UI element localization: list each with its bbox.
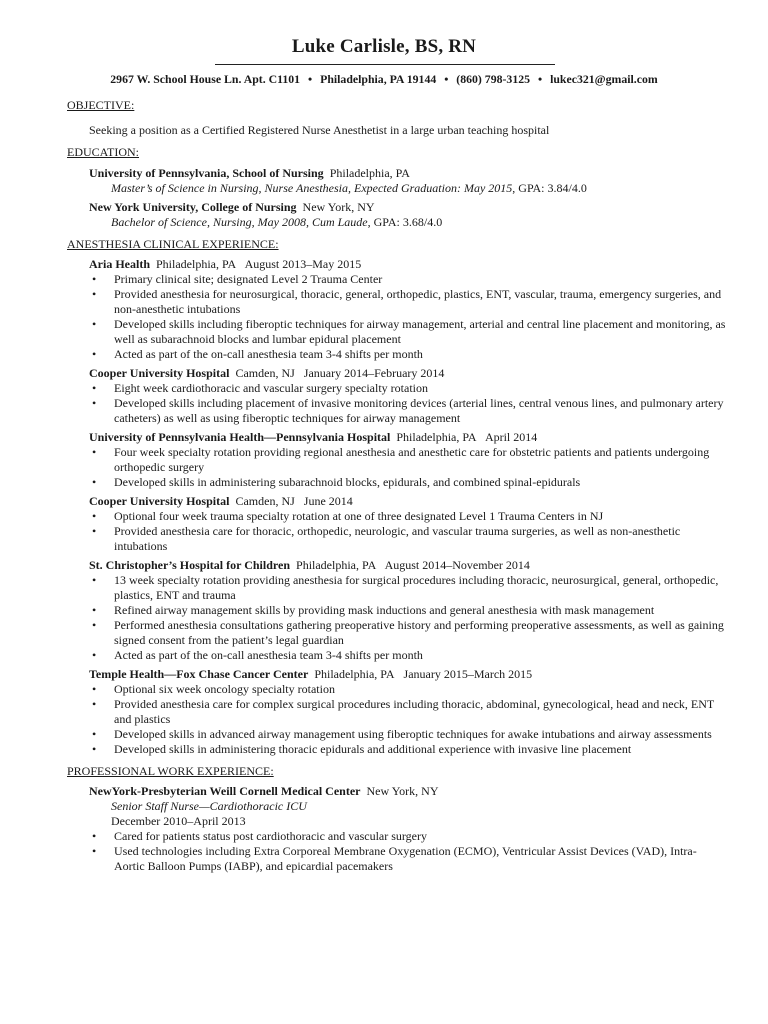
list-item: • Developed skills in administering subarachnoid blocks, epidurals, and combined spinal-epidurals: [67, 475, 727, 490]
list-item: • Optional six week oncology specialty rotation: [67, 682, 727, 697]
bullet-list: [67, 829, 727, 874]
school-location: Philadelphia, PA: [329, 166, 410, 180]
org-location: New York, NY: [366, 784, 439, 798]
list-item: • Performed anesthesia consultations gathering preoperative history and performing preoperative assessments, as well as gaining signed consent from the patient’s legal guardian: [67, 618, 727, 648]
job-title: Senior Staff Nurse—Cardiothoracic ICU: [111, 799, 307, 813]
school-name: University of Pennsylvania, School of Nursing: [89, 166, 324, 180]
education-item: [89, 200, 727, 230]
gpa: , GPA: 3.68/4.0: [367, 215, 443, 229]
org-name: Aria Health: [89, 257, 150, 271]
separator: •: [537, 72, 543, 86]
org-location: Philadelphia, PA: [296, 558, 377, 572]
org-location: Camden, NJ: [235, 366, 295, 380]
clinical-entry: [89, 558, 727, 573]
objective-text: Seeking a position as a Certified Registered Nurse Anesthetist in a large urban teaching hospital: [89, 123, 550, 137]
org-name: Cooper University Hospital: [89, 366, 230, 380]
work-entry: [89, 784, 727, 829]
city: Philadelphia, PA 19144: [320, 72, 437, 86]
list-item: • 13 week specialty rotation providing anesthesia for surgical procedures including thoracic, neurosurgical, general, orthopedic, plastics, ENT and trauma: [67, 573, 727, 603]
list-item: • Eight week cardiothoracic and vascular surgery specialty rotation: [67, 381, 727, 396]
degree: Master’s of Science in Nursing, Nurse Anesthesia, Expected Graduation: May 2015: [111, 181, 513, 195]
contact-line: [0, 72, 768, 87]
clinical-entry: [89, 494, 727, 509]
objective-heading: OBJECTIVE:: [67, 98, 135, 112]
list-item: • Developed skills in administering thoracic epidurals and additional experience with invasive line placement: [67, 742, 727, 757]
job-dates: December 2010–April 2013: [111, 814, 246, 828]
org-dates: June 2014: [303, 494, 353, 508]
org-name: University of Pennsylvania Health—Pennsylvania Hospital: [89, 430, 391, 444]
org-location: Philadelphia, PA: [396, 430, 477, 444]
resume-name: Luke Carlisle, BS, RN: [291, 36, 477, 57]
list-item: • Acted as part of the on-call anesthesia team 3-4 shifts per month: [67, 648, 727, 663]
name-divider: [215, 64, 555, 65]
list-item: • Refined airway management skills by providing mask inductions and general anesthesia with mask management: [67, 603, 727, 618]
list-item: • Provided anesthesia care for complex surgical procedures including thoracic, abdominal, gynecological, head and neck, ENT and plastics: [67, 697, 727, 727]
list-item: • Developed skills including placement of invasive monitoring devices (arterial lines, central venous lines, and pulmonary artery catheters) as well as using fiberoptic techniques for airway management: [67, 396, 727, 426]
list-item: • Developed skills in advanced airway management using fiberoptic techniques for awake intubations and airway assessments: [67, 727, 727, 742]
list-item: • Optional four week trauma specialty rotation at one of three designated Level 1 Trauma Centers in NJ: [67, 509, 727, 524]
email: lukec321@gmail.com: [550, 72, 658, 86]
org-location: Camden, NJ: [235, 494, 295, 508]
clinical-entry: [89, 366, 727, 381]
bullet-list: [67, 445, 727, 490]
org-dates: August 2014–November 2014: [384, 558, 530, 572]
degree: Bachelor of Science, Nursing, May 2008, Cum Laude: [111, 215, 368, 229]
list-item: • Primary clinical site; designated Level 2 Trauma Center: [67, 272, 727, 287]
resume-body: [67, 98, 727, 874]
org-dates: January 2014–February 2014: [303, 366, 445, 380]
school-location: New York, NY: [302, 200, 375, 214]
list-item: • Provided anesthesia care for thoracic, orthopedic, neurologic, and vascular trauma surgeries, as well as non-anesthetic intubations: [67, 524, 727, 554]
bullet-list: [67, 509, 727, 554]
list-item: • Developed skills including fiberoptic techniques for airway management, arterial and central line placement and monitoring, as well as subarachnoid blocks and lumbar epidural placement: [67, 317, 727, 347]
list-item: • Provided anesthesia for neurosurgical, thoracic, general, orthopedic, plastics, ENT, vascular, trauma, emergency surgeries, and non-anesthetic intubations: [67, 287, 727, 317]
education-item: [89, 166, 727, 196]
clinical-heading: ANESTHESIA CLINICAL EXPERIENCE:: [67, 237, 279, 251]
list-item: • Used technologies including Extra Corporeal Membrane Oxygenation (ECMO), Ventricular Assist Devices (VAD), Intra-Aortic Balloon Pumps (IABP), and epicardial pacemakers: [67, 844, 727, 874]
org-location: Philadelphia, PA: [156, 257, 237, 271]
address: 2967 W. School House Ln. Apt. C1101: [110, 72, 301, 86]
school-name: New York University, College of Nursing: [89, 200, 297, 214]
work-heading: PROFESSIONAL WORK EXPERIENCE:: [67, 764, 274, 778]
separator: •: [444, 72, 449, 86]
org-dates: April 2014: [484, 430, 538, 444]
clinical-entry: [89, 430, 727, 445]
clinical-entry: [89, 667, 727, 682]
org-dates: January 2015–March 2015: [403, 667, 533, 681]
list-item: • Four week specialty rotation providing regional anesthesia and anesthetic care for obstetric patients and patients undergoing orthopedic surgery: [67, 445, 727, 475]
org-name: Temple Health—Fox Chase Cancer Center: [89, 667, 309, 681]
org-location: Philadelphia, PA: [314, 667, 395, 681]
bullet-list: [67, 573, 727, 663]
clinical-entry: [89, 257, 727, 272]
org-name: Cooper University Hospital: [89, 494, 230, 508]
bullet-list: [67, 272, 727, 362]
bullet-list: [67, 682, 727, 757]
education-heading: EDUCATION:: [67, 145, 139, 159]
org-name: St. Christopher’s Hospital for Children: [89, 558, 291, 572]
separator: •: [308, 72, 313, 86]
bullet-list: [67, 381, 727, 426]
org-dates: August 2013–May 2015: [244, 257, 362, 271]
list-item: • Cared for patients status post cardiothoracic and vascular surgery: [67, 829, 727, 844]
org-name: NewYork-Presbyterian Weill Cornell Medical Center: [89, 784, 361, 798]
gpa: , GPA: 3.84/4.0: [512, 181, 587, 195]
phone: (860) 798-3125: [456, 72, 531, 86]
list-item: • Acted as part of the on-call anesthesia team 3-4 shifts per month: [67, 347, 727, 362]
